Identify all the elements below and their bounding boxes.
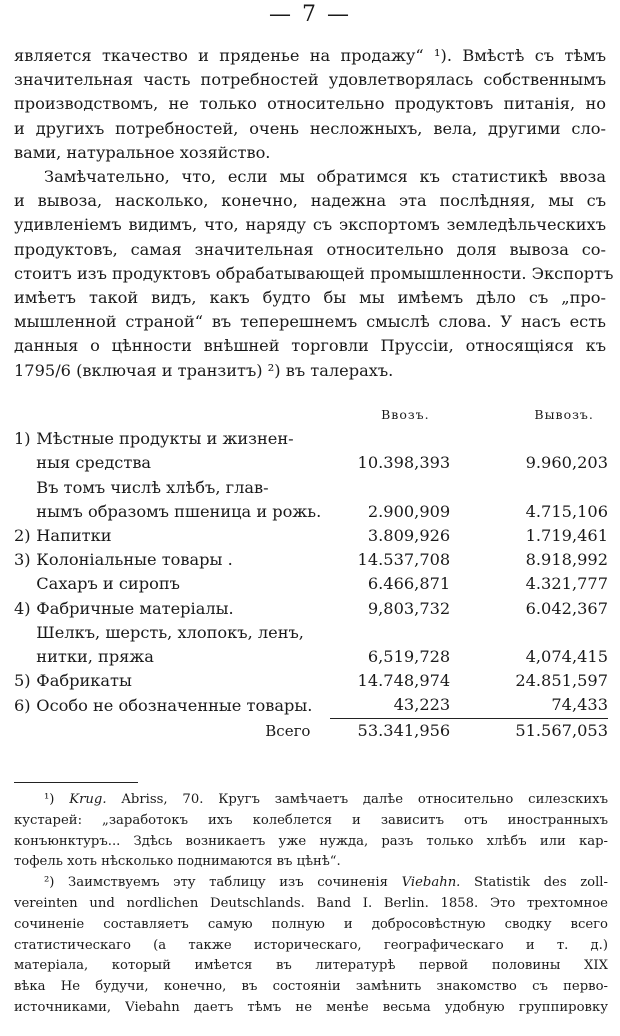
text-line: продуктовъ, самая значительная относительно доля вывоза со- (14, 239, 606, 259)
table-row (14, 621, 608, 645)
paragraph-1 (14, 44, 606, 165)
row-import: 14.748,974 (357, 671, 451, 691)
footnote-author: Viebahn. (401, 875, 461, 891)
row-import: 2.900,909 (367, 501, 451, 521)
text-line: является ткачество и пряденье на продажу“ ¹). Вмѣстѣ съ тѣмъ (14, 46, 606, 65)
footnote-author: Krug. (69, 792, 107, 807)
row-export (450, 621, 608, 645)
row-import: 6,519,728 (367, 647, 451, 667)
row-export: 74,433 (551, 695, 608, 715)
text-line: Замѣчательно, что, если мы обратимся къ статистикѣ ввоза (44, 167, 606, 187)
row-import: 43,223 (393, 695, 451, 715)
table-header (14, 403, 608, 427)
table-row (14, 476, 608, 500)
row-import: 6.466,871 (367, 574, 451, 594)
row-import (330, 427, 450, 451)
row-number: 3) (14, 550, 31, 570)
row-number: 2) (14, 526, 31, 546)
table-row (14, 669, 608, 693)
footnote-line: вѣка Не будучи, конечно, въ состояніи замѣнить знакомство съ перво- (14, 979, 608, 995)
row-label: нитки, пряжа (36, 647, 154, 667)
total-export: 51.567,053 (450, 718, 608, 743)
table-row (14, 693, 608, 718)
row-label: Сахаръ и сиропъ (36, 574, 180, 594)
row-export: 4,074,415 (525, 647, 608, 667)
row-label: Въ томъ числѣ хлѣбъ, глав- (36, 477, 269, 497)
row-import: 3.809,926 (367, 526, 451, 546)
text-line: удивленіемъ видимъ, что, наряду съ экспортомъ земледѣльческихъ (14, 215, 606, 235)
body-text (14, 44, 614, 383)
row-number (14, 500, 36, 524)
row-export: 8.918,992 (525, 550, 608, 570)
footnote-1 (14, 790, 608, 873)
table-row (14, 548, 608, 572)
footnotes (14, 790, 608, 1019)
footnote-text: Abriss, 70. Кругъ замѣчаетъ далѣе относительно силезскихъ (121, 792, 608, 807)
row-import: 10.398,393 (357, 453, 451, 473)
row-number (14, 645, 36, 669)
table-row (14, 524, 608, 548)
row-label: Колоніальные товары . (36, 550, 233, 570)
footnote-text: Statistik des zoll- (473, 875, 608, 891)
text-line: вами, натуральное хозяйство. (14, 142, 271, 162)
text-line: стоитъ изъ продуктовъ обрабатывающей промышленности. Экспортъ (14, 263, 614, 283)
footnote-2 (14, 873, 608, 1019)
row-label: Шелкъ, шерсть, хлопокъ, ленъ, (36, 622, 304, 642)
footnote-text: Заимствуемъ эту таблицу изъ сочиненія (68, 875, 388, 891)
row-export: 24.851,597 (515, 671, 608, 691)
table-row (14, 645, 608, 669)
footnote-line: матеріала, который имѣется въ литературѣ первой половины XIX (14, 958, 608, 974)
row-import (330, 476, 450, 500)
footnote-divider (14, 782, 138, 783)
row-number (14, 621, 36, 645)
text-line: мышленной страной“ въ теперешнемъ смыслѣ слова. У насъ есть (14, 312, 606, 332)
text-line: 1795/6 (включая и транзитъ) ²) въ талерахъ. (14, 360, 394, 380)
table-row (14, 572, 608, 596)
total-row (14, 718, 608, 743)
row-number: 4) (14, 598, 31, 618)
row-number (14, 572, 36, 596)
row-label: Мѣстные продукты и жизнен- (36, 429, 294, 449)
row-import: 14.537,708 (357, 550, 451, 570)
text-line: и вывоза, насколько, конечно, надежна эта послѣдняя, мы съ (14, 191, 606, 211)
row-number (14, 451, 36, 475)
row-number: 5) (14, 671, 31, 691)
footnote-line: кустарей: „заработокъ ихъ колеблется и зависитъ отъ иностранныхъ (14, 812, 608, 828)
text-line: производствомъ, не только относительно продуктовъ питанія, но (14, 94, 606, 114)
row-export (450, 427, 608, 451)
footnote-line: тофель хоть нѣсколько поднимаются въ цѣнѣ“. (14, 854, 341, 870)
footnote-line: статистическаго (а также историческаго, географическаго и т. д.) (14, 937, 608, 953)
text-line: и другихъ потребностей, очень несложныхъ, вела, другими сло- (14, 118, 606, 138)
row-export (450, 476, 608, 500)
paragraph-2 (14, 165, 614, 383)
table-row (14, 500, 608, 524)
footnote-line: сочиненіе составляетъ самую полную и добросовѣстную сводку всего (14, 916, 608, 932)
text-line: значительная часть потребностей удовлетворялась собственнымъ (14, 70, 606, 90)
row-export: 9.960,203 (525, 453, 608, 473)
row-number: 1) (14, 429, 31, 449)
table-row (14, 597, 608, 621)
footnote-line (14, 873, 608, 894)
row-label: ныя средства (36, 453, 152, 473)
row-number: 6) (14, 695, 31, 715)
footnote-line: vereinten und nordlichen Deutschlands. Band I. Berlin. 1858. Это трехтомное (14, 895, 608, 911)
header-import: Ввозъ. (381, 407, 430, 422)
row-label: нымъ образомъ пшеница и рожь. (36, 501, 322, 521)
row-export: 4.321,777 (525, 574, 608, 594)
total-import: 53.341,956 (330, 718, 450, 743)
header-export: Вывозъ. (534, 407, 594, 422)
row-import: 9,803,732 (367, 598, 451, 618)
footnote-line: конъюнктуръ... Здѣсь возникаетъ уже нужда, разъ только хлѣбъ или кар- (14, 833, 608, 849)
row-label: Особо не обозначенные товары. (36, 695, 313, 715)
total-label: Всего (265, 721, 311, 740)
row-label: Фабрикаты (36, 671, 132, 691)
row-export: 1.719,461 (525, 526, 608, 546)
text-line: данныя о цѣнности внѣшней торговли Пруссіи, относящіяся къ (14, 336, 606, 356)
footnote-mark: ¹) (44, 792, 55, 807)
table-row (14, 451, 608, 475)
row-import (330, 621, 450, 645)
page-number: — 7 — (269, 2, 351, 27)
text-line: имѣетъ такой видъ, какъ будто бы мы имѣемъ дѣло съ „про- (14, 288, 606, 308)
footnote-line: источниками, Viebahn даетъ тѣмъ не менѣе весьма удобную группировку (14, 999, 608, 1015)
row-export: 4.715,106 (525, 501, 608, 521)
row-number (14, 476, 36, 500)
row-label: Фабричные матеріалы. (36, 598, 234, 618)
footnote-line (14, 790, 608, 811)
footnote-mark: ²) (44, 875, 55, 891)
row-label: Напитки (36, 526, 112, 546)
table-row (14, 427, 608, 451)
row-export: 6.042,367 (525, 598, 608, 618)
trade-table (14, 403, 608, 743)
